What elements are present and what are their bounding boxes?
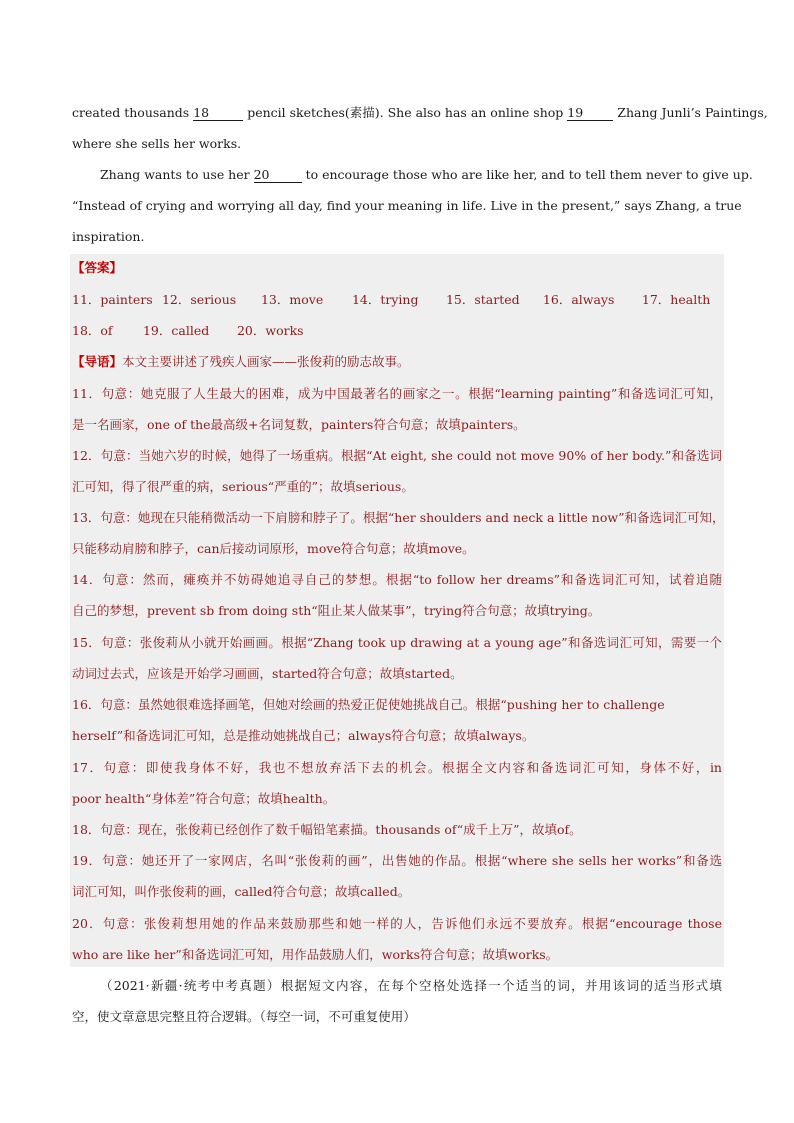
passage-line-3 xyxy=(100,166,753,184)
explanation-line: 12．句意：当她六岁的时候，她得了一场重病。根据“At eight, she could not move 90% of her body.”和备选词 xyxy=(72,448,722,463)
answer-item: 12．serious xyxy=(161,292,237,307)
explanation-line: herself”和备选词汇可知，总是推动她挑战自己；always符合句意；故填always。 xyxy=(72,728,535,743)
answer-item: 11．painters xyxy=(72,292,153,307)
guide-line xyxy=(72,353,722,371)
passage-text: pencil sketches(素描). She also has an online shop xyxy=(247,105,564,120)
passage-text: Zhang Junli’s Paintings, xyxy=(617,105,768,120)
explanation-line: 动词过去式，应该是开始学习画画，started符合句意；故填started。 xyxy=(72,666,463,681)
explanation-line: 自己的梦想，prevent sb from doing sth“阻止某人做某事”，trying符合句意；故填trying。 xyxy=(72,603,601,618)
explanation-line: 11．句意：她克服了人生最大的困难，成为中国最著名的画家之一。根据“learning painting”和备选词汇可知， xyxy=(72,386,722,401)
passage-line-1 xyxy=(72,104,768,122)
explanation-line: 汇可知，得了很严重的病，serious“严重的”；故填serious。 xyxy=(72,479,414,494)
passage-text: to encourage those who are like her, and to tell them never to give up. xyxy=(305,167,753,182)
explanation-line: poor health“身体差”符合句意；故填health。 xyxy=(72,791,336,806)
blank-19: 19 xyxy=(567,106,613,121)
answers-row-1 xyxy=(72,291,722,309)
passage-line-5: inspiration. xyxy=(72,229,145,244)
passage-text: Zhang wants to use her xyxy=(100,167,250,182)
answer-item: 16．always xyxy=(542,292,615,307)
answer-item: 13．move xyxy=(260,292,324,307)
explanation-line: 14．句意：然而，瘫痪并不妨碍她追寻自己的梦想。根据“to follow her dreams”和备选词汇可知，试着追随 xyxy=(72,572,722,587)
passage-line-4: “Instead of crying and worrying all day, find your meaning in life. Live in the present,” says Zhang, a true xyxy=(72,198,742,213)
answer-item: 19．called xyxy=(142,323,210,338)
answer-item: 14．trying xyxy=(351,292,419,307)
explanation-line: 18．句意：现在，张俊莉已经创作了数千幅铅笔素描。thousands of“成千上万”，故填of。 xyxy=(72,822,582,837)
explanation-line: who are like her”和备选词汇可知，用作品鼓励人们，works符合句意；故填works。 xyxy=(72,947,559,962)
answer-item: 17．health xyxy=(641,292,711,307)
answer-item: 15．started xyxy=(445,292,520,307)
explanation-line: 20．句意：张俊莉想用她的作品来鼓励那些和她一样的人，告诉他们永远不要放弃。根据“encourage those xyxy=(72,916,722,931)
explanation-line: 只能移动肩膀和脖子，can后接动词原形，move符合句意；故填move。 xyxy=(72,541,475,556)
guide-text: 本文主要讲述了残疾人画家——张俊莉的励志故事。 xyxy=(122,354,410,369)
guide-title: 【导语】 xyxy=(72,354,123,369)
passage-text: created thousands xyxy=(72,105,190,120)
blank-18: 18 xyxy=(193,106,243,121)
explanation-line: 19．句意：她还开了一家网店，名叫“张俊莉的画”，出售她的作品。根据“where she sells her works”和备选 xyxy=(72,853,722,868)
explanation-line: 16．句意：虽然她很难选择画笔，但她对绘画的热爱正促使她挑战自己。根据“pushing her to challenge xyxy=(72,697,665,712)
explanation-line: 15．句意：张俊莉从小就开始画画。根据“Zhang took up drawing at a young age”和备选词汇可知，需要一个 xyxy=(72,635,722,650)
answer-item: 18．of xyxy=(72,323,113,338)
explanation-line: 17．句意：即使我身体不好，我也不想放弃活下去的机会。根据全文内容和备选词汇可知，身体不好，in xyxy=(72,760,722,775)
explanation-line: 词汇可知，叫作张俊莉的画，called符合句意；故填called。 xyxy=(72,884,411,899)
passage-line-2: where she sells her works. xyxy=(72,136,242,151)
blank-20: 20 xyxy=(254,168,302,183)
explanation-line: 是一名画家，one of the最高级+名词复数，painters符合句意；故填painters。 xyxy=(72,417,526,432)
explanation-line: 13．句意：她现在只能稍微活动一下肩膀和脖子了。根据“her shoulders and neck a little now”和备选词汇可知， xyxy=(72,510,725,525)
answer-title: 【答案】 xyxy=(72,260,123,275)
next-question-line-2: 空，使文章意思完整且符合逻辑。（每空一词，不可重复使用） xyxy=(72,1009,416,1024)
answers-row-2 xyxy=(72,322,722,340)
answer-item: 20．works xyxy=(236,323,304,338)
next-question-line-1: （2021·新疆·统考中考真题）根据短文内容，在每个空格处选择一个适当的词，并用该词的适当形式填 xyxy=(100,978,722,993)
